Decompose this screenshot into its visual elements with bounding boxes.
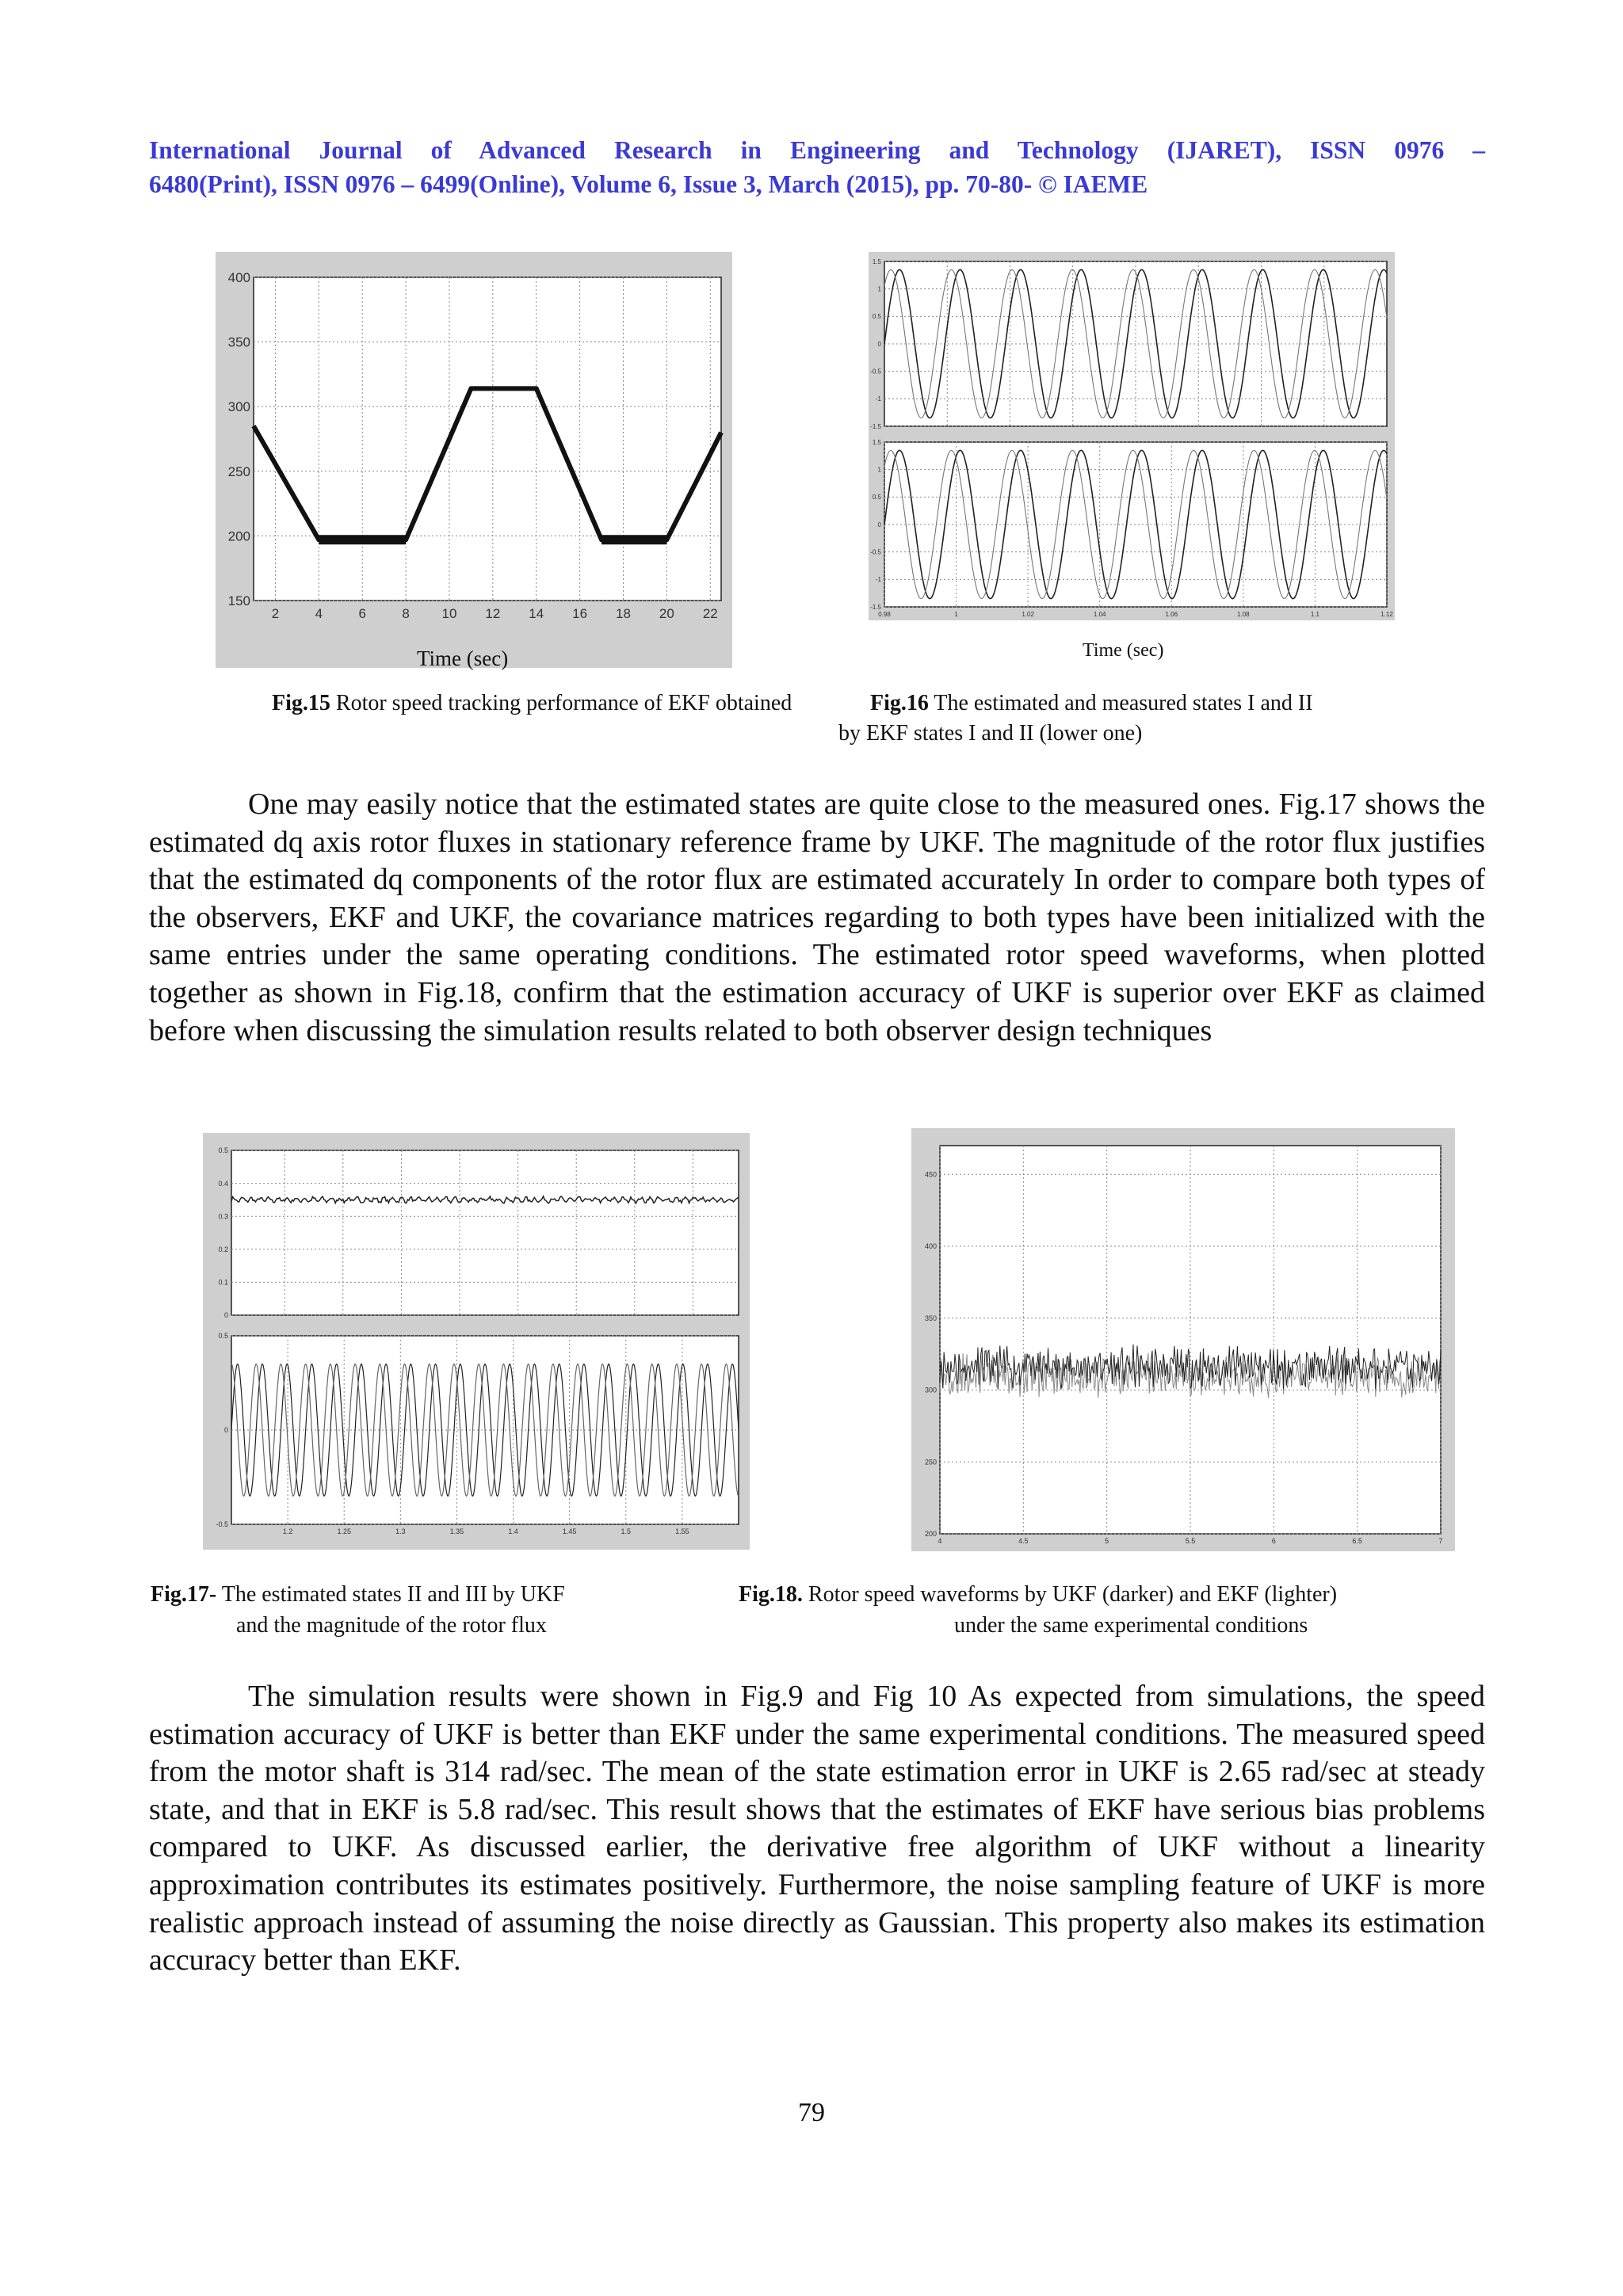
x-tick-label: 1.02 (1022, 611, 1034, 618)
x-tick-label: 7 (1438, 1537, 1443, 1545)
y-tick-label: 0.3 (218, 1212, 228, 1221)
fig17-caption-text: The estimated states II and III by UKF (216, 1582, 565, 1607)
y-tick-label: 1.5 (872, 257, 881, 265)
x-tick-label: 5 (1105, 1537, 1109, 1545)
x-tick-label: 6 (358, 606, 366, 621)
plot-area (231, 1150, 739, 1315)
x-tick-label: 4.5 (1018, 1537, 1029, 1545)
x-tick-label: 10 (441, 606, 457, 621)
x-tick-label: 18 (616, 606, 631, 621)
fig17-chart (203, 1133, 750, 1550)
paragraph-1-text: One may easily notice that the estimated states are quite close to the measured ones. Fig.17 shows the estimated dq axis rotor fluxes in stationary reference frame by UKF. The magnitude of the rotor flux justifies that the estimated dq components of the rotor flux are estimated accurately In order to compare both types of the observers, EKF and UKF, the covariance matrices regarding to both types have been initialized with the same entries under the same operating conditions. The estimated rotor speed waveforms, when plotted together as shown in Fig.18, confirm that the estimation accuracy of UKF is superior over EKF as claimed before when discussing the simulation results related to both observer design techniques (149, 788, 1485, 1047)
journal-header (149, 133, 1485, 201)
x-tick-label: 1.35 (449, 1527, 464, 1535)
x-tick-label: 1 (954, 611, 958, 618)
fig16-caption-label: Fig.16 (870, 691, 929, 715)
fig18-caption (739, 1579, 1337, 1611)
fig18-chart (911, 1128, 1455, 1551)
fig16-svg (869, 252, 1395, 620)
x-tick-label: 0.98 (878, 611, 891, 618)
fig15-caption (272, 688, 792, 719)
y-tick-label: 250 (924, 1458, 937, 1466)
y-tick-label: 0.5 (872, 494, 881, 502)
header-line-2: 6480(Print), ISSN 0976 – 6499(Online), Volume 6, Issue 3, March (2015), pp. 70-80- © IAEME (149, 170, 1148, 198)
fig17-caption (151, 1579, 565, 1611)
y-tick-label: 350 (227, 334, 250, 350)
page-number: 79 (798, 2098, 825, 2127)
fig15-caption-text: Rotor speed tracking performance of EKF obtained (330, 691, 792, 715)
x-tick-label: 1.55 (675, 1527, 689, 1535)
plot-area (254, 277, 721, 601)
fig16-xlabel: Time (sec) (1083, 640, 1164, 661)
fig16-caption-text: The estimated and measured states I and II (928, 691, 1313, 715)
y-tick-label: 0.1 (218, 1278, 228, 1287)
x-tick-label: 16 (572, 606, 588, 621)
y-tick-label: 0.4 (218, 1179, 228, 1188)
x-tick-label: 1.4 (508, 1527, 518, 1535)
y-tick-label: -1.5 (870, 603, 881, 611)
x-tick-label: 6 (1271, 1537, 1276, 1545)
y-tick-label: -0.5 (870, 368, 881, 376)
x-tick-label: 1.08 (1237, 611, 1250, 618)
header-line-1: International Journal of Advanced Research in Engineering and Technology (IJARET), ISSN 0976 – (149, 136, 1485, 164)
fig17-caption-line2: and the magnitude of the rotor flux (236, 1613, 547, 1638)
y-tick-label: 200 (924, 1530, 937, 1539)
x-tick-label: 2 (271, 606, 280, 621)
y-tick-label: 1 (877, 285, 881, 293)
x-tick-label: 1.2 (282, 1527, 293, 1535)
x-tick-label: 1.06 (1165, 611, 1178, 618)
y-tick-label: 400 (924, 1242, 937, 1251)
fig18-svg (911, 1128, 1455, 1551)
x-tick-label: 1.12 (1381, 611, 1393, 618)
x-tick-label: 6.5 (1352, 1537, 1362, 1545)
paragraph-2-text: The simulation results were shown in Fig.9 and Fig 10 As expected from simulations, the speed estimation accuracy of UKF is better than EKF under the same experimental conditions. The measured speed from the motor shaft is 314 rad/sec. The mean of the state estimation error in UKF is 2.65 rad/sec at steady state, and that in EKF is 5.8 rad/sec. This result shows that the estimates of EKF have serious bias problems compared to UKF. As discussed earlier, the derivative free algorithm of UKF without a linearity approximation contributes its estimates positively. Furthermore, the noise sampling feature of UKF is more realistic approach instead of assuming the noise directly as Gaussian. This property also makes its estimation accuracy better than EKF. (149, 1680, 1485, 1978)
y-tick-label: 1.5 (872, 438, 881, 446)
y-tick-label: 0 (223, 1311, 228, 1320)
x-tick-label: 12 (485, 606, 501, 621)
y-tick-label: -1.5 (870, 422, 881, 430)
fig15-caption-label: Fig.15 (272, 691, 330, 715)
fig16-caption-line2: by EKF states I and II (lower one) (838, 721, 1143, 746)
x-tick-label: 22 (702, 606, 718, 621)
fig15-xlabel: Time (sec) (417, 646, 509, 670)
fig17-svg (203, 1133, 750, 1550)
y-tick-label: 350 (924, 1314, 937, 1322)
paragraph-2 (149, 1678, 1485, 1980)
fig16-caption (870, 688, 1313, 719)
y-tick-label: 200 (227, 528, 250, 544)
fig18-caption-label: Fig.18. (739, 1582, 803, 1607)
fig18-caption-text: Rotor speed waveforms by UKF (darker) and EKF (lighter) (802, 1582, 1338, 1607)
y-tick-label: 300 (227, 399, 250, 415)
x-tick-label: 1.25 (337, 1527, 351, 1535)
x-tick-label: 1.04 (1093, 611, 1106, 618)
fig17-caption-label: Fig.17- (151, 1582, 217, 1607)
y-tick-label: 0 (877, 340, 881, 348)
y-tick-label: 0.5 (872, 313, 881, 321)
x-tick-label: 4 (938, 1537, 942, 1545)
y-tick-label: -1 (875, 395, 881, 403)
y-tick-label: 0.5 (218, 1146, 228, 1155)
x-tick-label: 14 (529, 606, 544, 621)
y-tick-label: 0.2 (218, 1245, 228, 1253)
paragraph-1 (149, 786, 1485, 1050)
fig15-svg (216, 252, 732, 668)
x-tick-label: 1.3 (395, 1527, 406, 1535)
x-tick-label: 1.1 (1310, 611, 1319, 618)
y-tick-label: 0 (877, 521, 881, 528)
y-tick-label: 300 (924, 1386, 937, 1394)
x-tick-label: 1.45 (562, 1527, 577, 1535)
y-tick-label: 450 (924, 1170, 937, 1179)
y-tick-label: 0.5 (218, 1332, 228, 1341)
y-tick-label: 250 (227, 463, 250, 479)
x-tick-label: 20 (659, 606, 674, 621)
y-tick-label: -1 (875, 576, 881, 584)
y-tick-label: 1 (877, 466, 881, 474)
x-tick-label: 8 (402, 606, 410, 621)
fig18-caption-line2: under the same experimental conditions (954, 1613, 1308, 1638)
fig16-chart (869, 252, 1395, 620)
y-tick-label: 0 (223, 1426, 228, 1435)
fig15-chart (216, 252, 732, 668)
x-tick-label: 4 (315, 606, 323, 621)
y-tick-label: -0.5 (870, 548, 881, 556)
y-tick-label: -0.5 (216, 1520, 228, 1529)
y-tick-label: 400 (227, 269, 250, 285)
y-tick-label: 150 (227, 593, 250, 608)
x-tick-label: 1.5 (621, 1527, 632, 1535)
x-tick-label: 5.5 (1185, 1537, 1196, 1545)
